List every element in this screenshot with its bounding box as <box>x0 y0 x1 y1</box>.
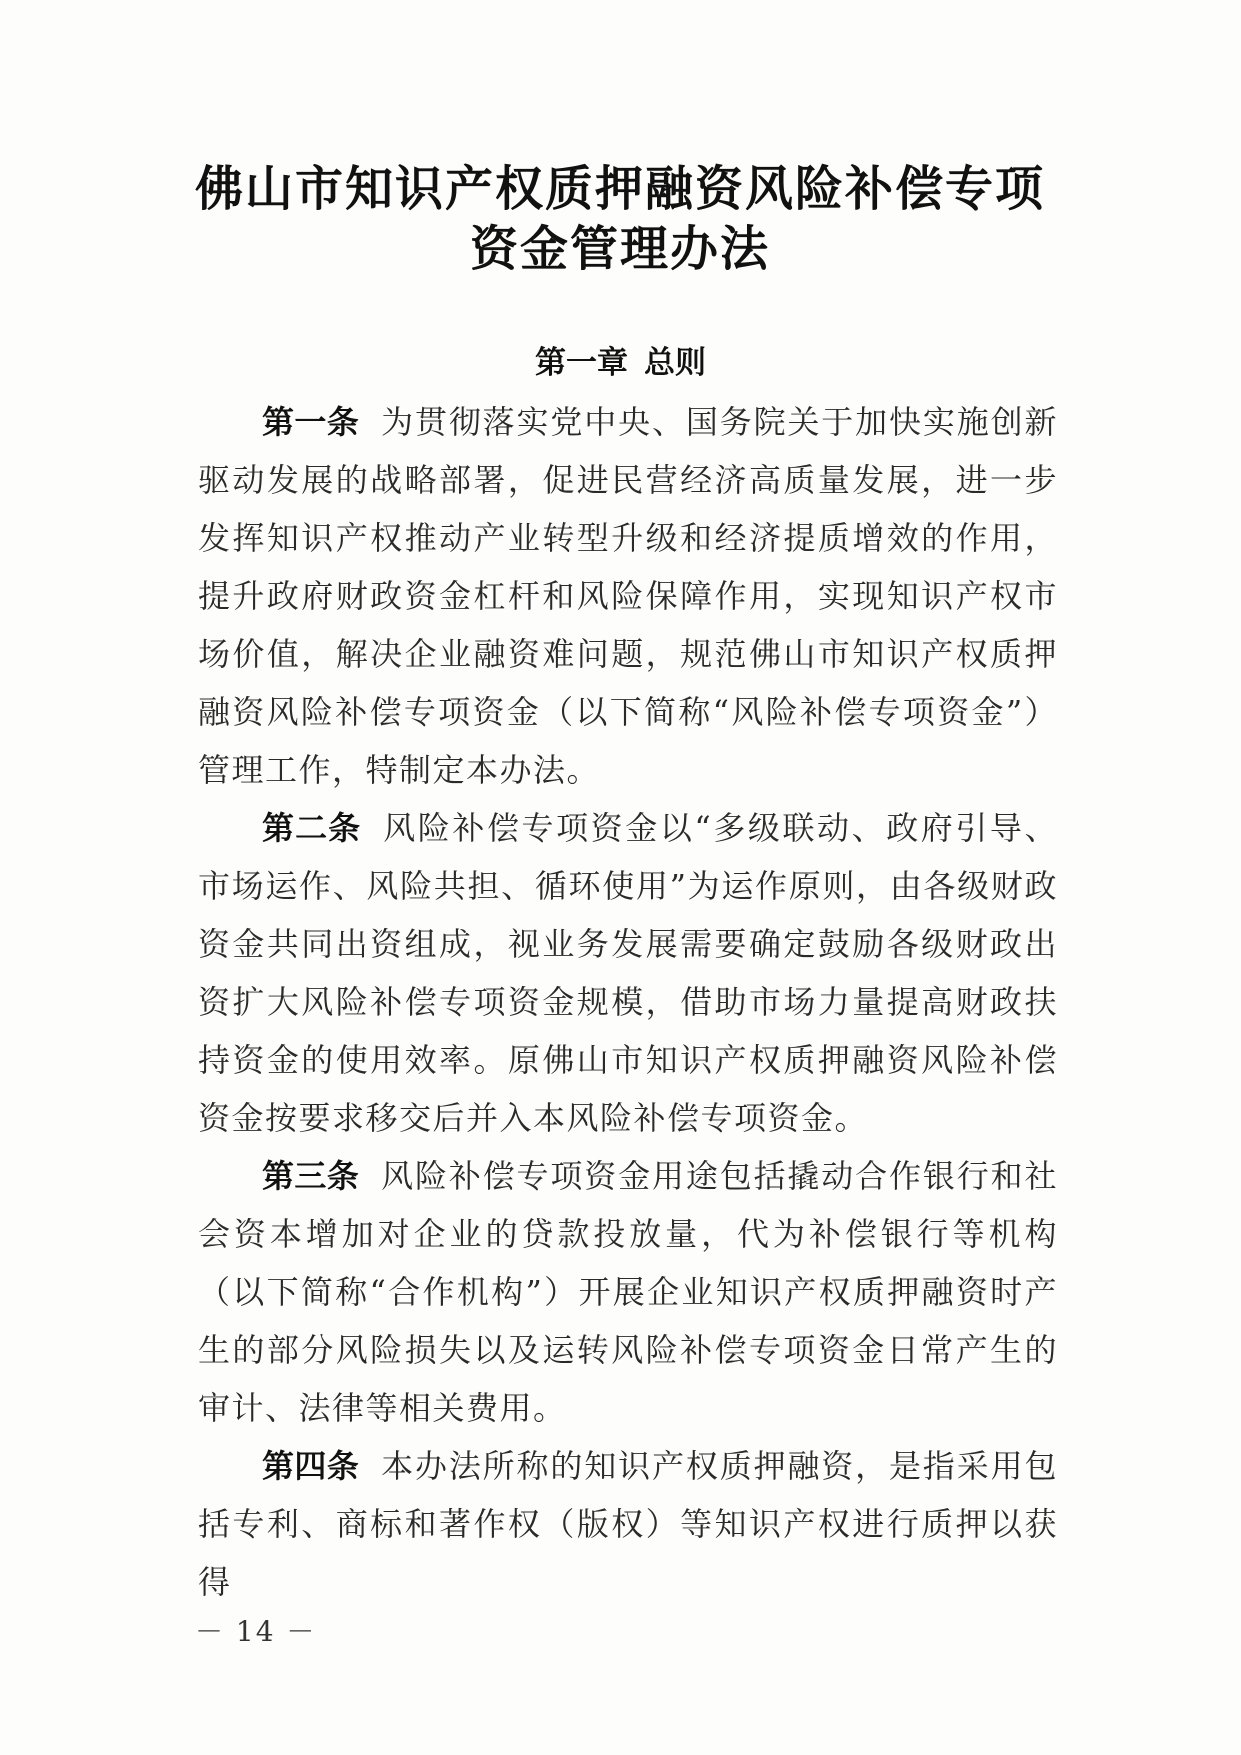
article-3-label: 第三条 <box>262 1157 360 1195</box>
article-3-text: 风险补偿专项资金用途包括撬动合作银行和社会资本增加对企业的贷款投放量，代为补偿银行等机构（以下简称“合作机构”）开展企业知识产权质押融资时产生的部分风险损失以及运转风险补偿专项资金日常产生的审计、法律等相关费用。 <box>198 1157 1058 1427</box>
article-2-label: 第二条 <box>262 809 362 847</box>
chapter-heading <box>0 337 1241 382</box>
article-2 <box>198 799 1058 1147</box>
article-1-text: 为贯彻落实党中央、国务院关于加快实施创新驱动发展的战略部署，促进民营经济高质量发展，进一步发挥知识产权推动产业转型升级和经济提质增效的作用，提升政府财政资金杠杆和风险保障作用，实现知识产权市场价值，解决企业融资难问题，规范佛山市知识产权质押融资风险补偿专项资金（以下简称“风险补偿专项资金”）管理工作，特制定本办法。 <box>198 403 1058 789</box>
article-1-label: 第一条 <box>262 403 360 441</box>
article-2-text: 风险补偿专项资金以“多级联动、政府引导、市场运作、风险共担、循环使用”为运作原则，由各级财政资金共同出资组成，视业务发展需要确定鼓励各级财政出资扩大风险补偿专项资金规模，借助市场力量提高财政扶持资金的使用效率。原佛山市知识产权质押融资风险补偿资金按要求移交后并入本风险补偿专项资金。 <box>198 809 1058 1137</box>
article-4-text: 本办法所称的知识产权质押融资，是指采用包括专利、商标和著作权（版权）等知识产权进行质押以获得 <box>198 1447 1058 1601</box>
document-body <box>198 393 1058 1611</box>
page-number: － 14 － <box>195 1615 317 1648</box>
document-title-line-2: 资金管理办法 <box>469 221 770 277</box>
article-1 <box>198 393 1058 799</box>
chapter-name: 总则 <box>644 345 706 381</box>
article-3 <box>198 1147 1058 1437</box>
chapter-number: 第一章 <box>535 345 628 381</box>
document-title-line-1: 佛山市知识产权质押融资风险补偿专项 <box>194 161 1045 217</box>
article-4 <box>198 1437 1058 1611</box>
article-4-label: 第四条 <box>262 1447 360 1485</box>
